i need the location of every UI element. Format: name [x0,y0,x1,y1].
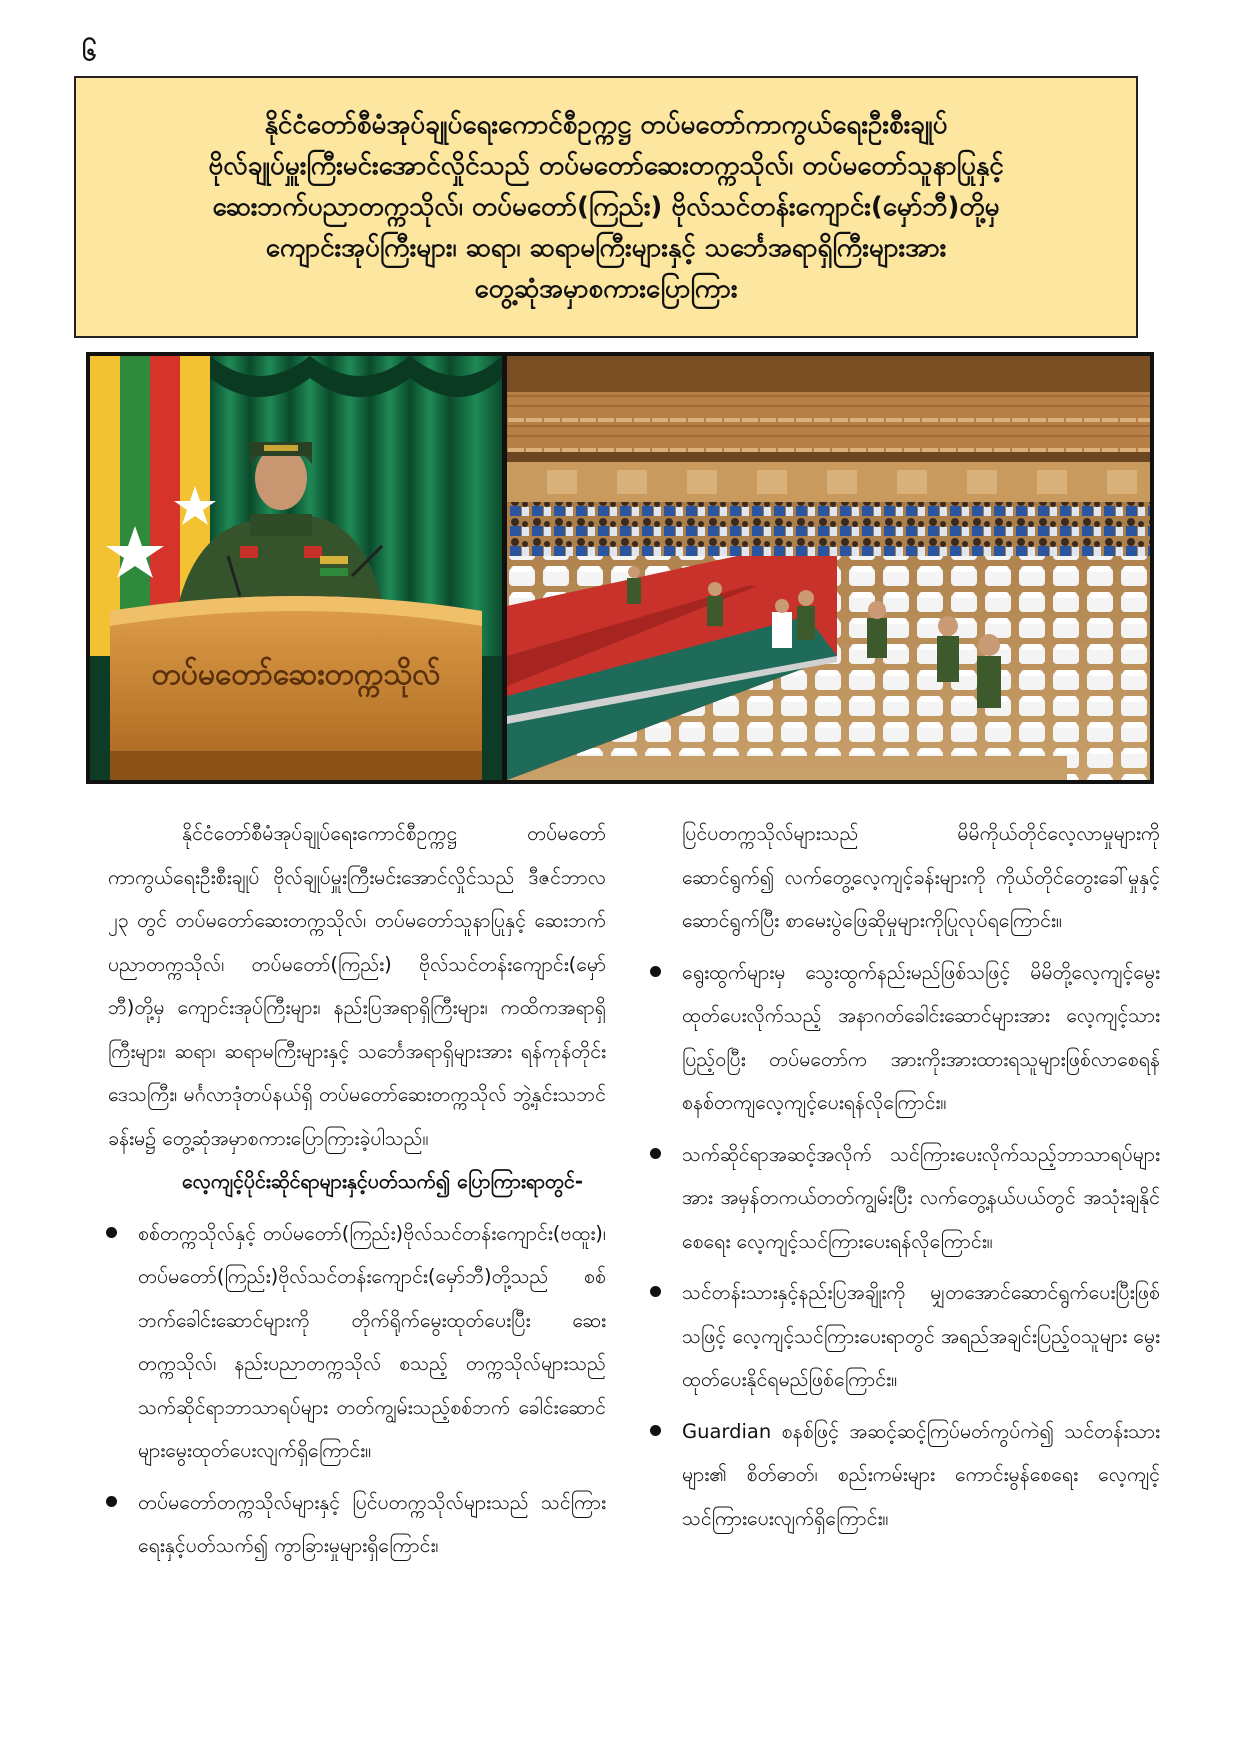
list-item [652,1271,1160,1402]
bullet-dot-icon [650,1148,661,1159]
list-item-text: Guardian စနစ်ဖြင့် အဆင့်ဆင့်ကြပ်မတ်ကွပ်ကဲ၍ သင်တန်းသားများ၏ စိတ်ဓာတ်၊ စည်းကမ်းများ ကောင်းမွန်စေရေး လေ့ကျင့်သင်ကြားပေးလျက်ရှိကြောင်း။ [682,1419,1160,1530]
title-box [74,76,1138,338]
list-item [652,1133,1160,1264]
title-line: တွေ့ဆုံအမှာစကားပြောကြား [474,273,738,304]
page-number: ၆ [82,37,97,67]
title-line: ဆေးဘက်ပညာတက္ကသိုလ်၊ တပ်မတော်(ကြည်း) ဗိုလ်သင်တန်းကျောင်း(မှော်ဘီ)တို့မှ [212,191,1000,222]
bullet-dot-icon [650,966,661,977]
left-bullet-list [108,1212,606,1568]
left-column [108,812,606,1568]
bullet-dot-icon [650,1425,661,1436]
title-line: ဗိုလ်ချုပ်မှူးကြီးမင်းအောင်လှိုင်သည် တပ်မတော်ဆေးတက္ကသိုလ်၊ တပ်မတော်သူနာပြုနှင့် [208,150,1004,181]
bullet-dot-icon [650,1286,661,1297]
podium-text: တပ်မတော်ဆေးတက္ကသိုလ် [151,657,441,692]
section-subheading: လေ့ကျင့်ပိုင်းဆိုင်ရာများနှင့်ပတ်သက်၍ ပြောကြားရာတွင်- [182,1170,583,1193]
audience-photo [507,356,1150,780]
list-item-text: သက်ဆိုင်ရာအဆင့်အလိုက် သင်ကြားပေးလိုက်သည့်ဘာသာရပ်များအား အမှန်တကယ်တတ်ကျွမ်းပြီး လက်တွေ့နယ်ပယ်တွင် အသုံးချနိုင်စေရေး လေ့ကျင့်သင်ကြားပေးရန်လိုကြောင်း။ [682,1142,1160,1253]
speaker-photo [90,356,502,780]
list-item-text: သင်တန်းသားနှင့်နည်းပြအချိုးကို မျှတအောင်ဆောင်ရွက်ပေးပြီးဖြစ်သဖြင့် လေ့ကျင့်သင်ကြားပေးရာတွင် အရည်အချင်းပြည့်ဝသူများ မွေးထုတ်ပေးနိုင်ရမည်ဖြစ်ကြောင်း။ [682,1281,1160,1391]
photo-strip [86,352,1154,784]
speaker-photo-illustration [90,356,502,780]
right-column [652,812,1160,1540]
bullet-dot-icon [106,1227,117,1238]
list-item [652,951,1160,1125]
audience-photo-illustration [507,356,1150,780]
title-line: ကျောင်းအုပ်ကြီးများ၊ ဆရာ၊ ဆရာမကြီးများနှင့် သင်္ဘေအရာရှိကြီးများအား [265,232,947,263]
title-line: နိုင်ငံတော်စီမံအုပ်ချုပ်ရေးကောင်စီဥက္ကဋ္ဌ တပ်မတော်ကာကွယ်ရေးဦးစီးချုပ် [264,109,948,140]
intro-paragraph: နိုင်ငံတော်စီမံအုပ်ချုပ်ရေးကောင်စီဥက္ကဋ္ဌ တပ်မတော်ကာကွယ်ရေးဦးစီးချုပ် ဗိုလ်ချုပ်မှူးကြီးမင်းအောင်လှိုင်သည် ဒီဇင်ဘာလ ၂၃ တွင် တပ်မတော်ဆေးတက္ကသိုလ်၊ တပ်မတော်သူနာပြုနှင့် ဆေးဘက်ပညာတက္ကသိုလ်၊ တပ်မတော်(ကြည်း) ဗိုလ်သင်တန်းကျောင်း(မှော်ဘီ)တို့မှ ကျောင်းအုပ်ကြီးများ၊ နည်းပြအရာရှိကြီးများ၊ ကထိကအရာရှိကြီးများ၊ ဆရာ၊ ဆရာမကြီးများနှင့် သင်္ဘေအရာရှိများအား ရန်ကုန်တိုင်းဒေသကြီး၊ မင်္ဂလာဒုံတပ်နယ်ရှိ တပ်မတော်ဆေးတက္ကသိုလ် ဘွဲ့နှင်းသဘင်ခန်းမ၌ တွေ့ဆုံအမှာစကားပြောကြားခဲ့ပါသည်။ [108,822,606,1150]
continuation-paragraph: ပြင်ပတက္ကသိုလ်များသည် မိမိကိုယ်တိုင်လေ့လာမှုများကို ဆောင်ရွက်၍ လက်တွေ့လေ့ကျင့်ခန်းများကို ကိုယ်တိုင်တွေးခေါ်မှုနှင့်ဆောင်ရွက်ပြီး စာမေးပွဲဖြေဆိုမှုများကိုပြုလုပ်ရကြောင်း။ [682,822,1160,932]
bullet-dot-icon [106,1496,117,1507]
right-bullet-list [652,951,1160,1541]
list-item [108,1212,606,1473]
list-item [652,1410,1160,1541]
list-item-text: ရွေးထွက်များမှ သွေးထွက်နည်းမည်ဖြစ်သဖြင့် မိမိတို့လေ့ကျင့်မွေးထုတ်ပေးလိုက်သည့် အနာဂတ်ခေါင်းဆောင်များအား လေ့ကျင့်သားပြည့်ဝပြီး တပ်မတော်က အားကိုးအားထားရသူများဖြစ်လာစေရန် စနစ်တကျလေ့ကျင့်ပေးရန်လိုကြောင်း။ [682,960,1160,1114]
list-item [108,1481,606,1568]
list-item-text: စစ်တက္ကသိုလ်နှင့် တပ်မတော်(ကြည်း)ဗိုလ်သင်တန်းကျောင်း(ဗထူး)၊ တပ်မတော်(ကြည်း)ဗိုလ်သင်တန်းကျောင်း(မှော်ဘီ)တို့သည် စစ်ဘက်ခေါင်းဆောင်များကို တိုက်ရိုက်မွေးထုတ်ပေးပြီး ဆေးတက္ကသိုလ်၊ နည်းပညာတက္ကသိုလ် စသည့် တက္ကသိုလ်များသည် သက်ဆိုင်ရာဘာသာရပ်များ တတ်ကျွမ်းသည့်စစ်ဘက် ခေါင်းဆောင်များမွေးထုတ်ပေးလျက်ရှိကြောင်း။ [138,1221,606,1462]
list-item-text: တပ်မတော်တက္ကသိုလ်များနှင့် ပြင်ပတက္ကသိုလ်များသည် သင်ကြားရေးနှင့်ပတ်သက်၍ ကွာခြားမှုများရှိကြောင်း၊ [138,1490,606,1557]
